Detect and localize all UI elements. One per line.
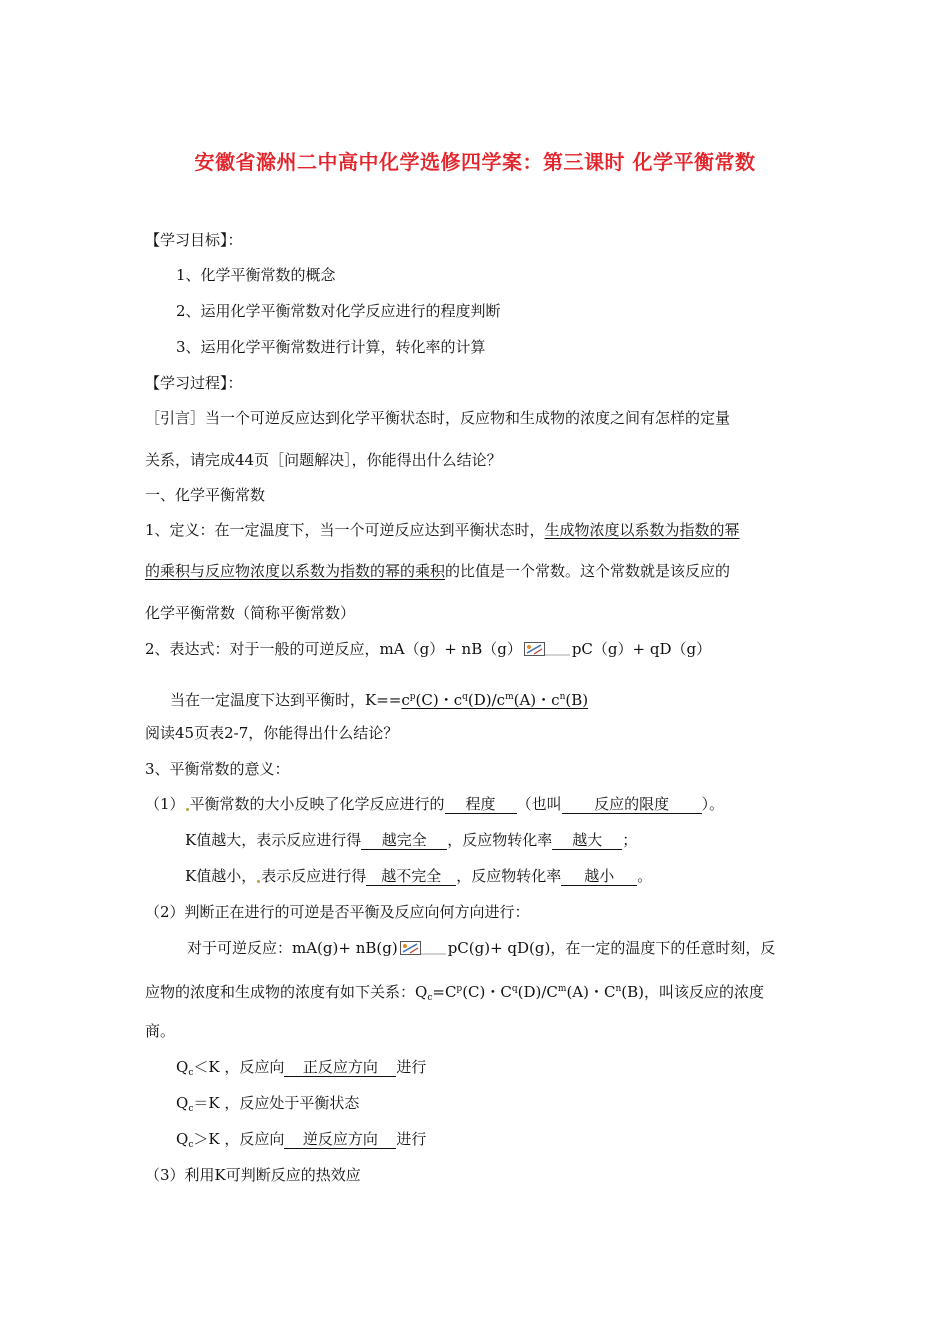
qc-greater-text: ＞K ，反应向 — [193, 1130, 285, 1148]
definition-underline-2: 的乘积与反应物浓度以系数为指数的幂的乘积 — [145, 562, 446, 580]
blank-degree: 程度 — [445, 795, 517, 814]
definition-prefix: 1、定义：在一定温度下，当一个可逆反应达到平衡状态时， — [145, 521, 545, 539]
objective-item-2: 2、运用化学平衡常数对化学反应进行的程度判断 — [176, 302, 501, 320]
meaning-1-number: （1） — [145, 795, 185, 813]
meaning-2-line-1 — [187, 938, 775, 958]
expression-line — [145, 639, 711, 659]
k-big-end: ； — [622, 831, 638, 849]
k-small-text: K值越小， — [185, 867, 257, 885]
mark-dot — [257, 880, 260, 883]
expression-right: pC（g）+ qD（g） — [571, 640, 712, 658]
objective-item-1: 1、化学平衡常数的概念 — [176, 266, 336, 284]
qc-equal-text: ＝K ，反应处于平衡状态 — [193, 1094, 360, 1112]
meaning-2-heading: （2）判断正在进行的可逆是否平衡及反应向何方向进行： — [145, 903, 530, 921]
definition-underline-1: 生成物浓度以系数为指数的幂 — [544, 521, 740, 539]
objective-item-3: 3、运用化学平衡常数进行计算，转化率的计算 — [176, 338, 486, 356]
meaning-2-line-2 — [145, 979, 764, 1008]
blank-more-complete: 越完全 — [361, 831, 447, 850]
mark-dot — [186, 808, 189, 811]
k-big-conversion: ，反应物转化率 — [447, 831, 553, 849]
page-title: 安徽省滁州二中高中化学选修四学案：第三课时 化学平衡常数 — [194, 150, 756, 174]
qc-less-line — [176, 1057, 426, 1083]
process-heading: 【学习过程】： — [145, 374, 243, 392]
reaction-right: pC(g)+ qD(g)，在一定的温度下的任意时刻，反 — [447, 939, 776, 957]
qc-greater-end: 进行 — [396, 1130, 427, 1148]
qc-symbol: $Q_c$ — [176, 1094, 194, 1114]
k-small-line — [185, 866, 652, 886]
meaning-2-line-3: 商。 — [145, 1022, 176, 1040]
qc-less-end: 进行 — [396, 1058, 427, 1076]
k-small-conversion: ，反应物转化率 — [456, 867, 562, 885]
blank-reverse: 逆反应方向 — [284, 1130, 396, 1149]
objectives-heading: 【学习目标】： — [145, 231, 243, 249]
blank-forward: 正反应方向 — [284, 1058, 396, 1077]
blank-limit: 反应的限度 — [562, 795, 702, 814]
qc-symbol: $Q_c$ — [176, 1130, 194, 1150]
qc-greater-line — [176, 1129, 426, 1155]
equilibrium-arrow-icon — [524, 642, 570, 656]
expression-left: 2、表达式：对于一般的可逆反应，mA（g）+ nB（g） — [145, 640, 522, 658]
read-table-line: 阅读45页表2-7，你能得出什么结论？ — [145, 724, 399, 742]
blank-smaller: 越小 — [561, 867, 637, 886]
blank-less-complete: 越不完全 — [366, 867, 456, 886]
definition-suffix: 的比值是一个常数。这个常数就是该反应的 — [445, 562, 731, 580]
k-big-line — [185, 830, 637, 850]
qc-less-text: ＜K ，反应向 — [193, 1058, 285, 1076]
meaning-1-line — [145, 794, 724, 814]
meaning-3-heading: （3）利用K可判断反应的热效应 — [145, 1166, 361, 1184]
definition-line-3: 化学平衡常数（简称平衡常数） — [145, 604, 356, 622]
definition-line-2 — [145, 561, 730, 581]
meaning-1-paren: （也叫 — [516, 795, 562, 813]
meaning-1-text: 平衡常数的大小反映了化学反应进行的 — [189, 795, 445, 813]
relation-text: 应物的浓度和生成物的浓度有如下关系： — [145, 983, 416, 1001]
intro-line-1: ［引言］当一个可逆反应达到化学平衡状态时，反应物和生成物的浓度之间有怎样的定量 — [145, 409, 731, 427]
section1-heading: 一、化学平衡常数 — [145, 486, 266, 504]
k-expression-line — [170, 687, 588, 710]
definition-line-1 — [145, 520, 740, 540]
k-formula: $c^p(C)$・$c^q(D)/c^m(A)$・$c^n(B)$ — [401, 691, 589, 709]
relation-suffix: ，叫该反应的浓度 — [643, 983, 764, 1001]
k-small-end: 。 — [637, 867, 653, 885]
blank-larger: 越大 — [552, 831, 622, 850]
meaning-heading: 3、平衡常数的意义： — [145, 760, 290, 778]
equilibrium-arrow-icon — [400, 941, 446, 955]
qc-equal-line — [176, 1093, 359, 1119]
reaction-left: 对于可逆反应：mA(g)+ nB(g) — [187, 939, 398, 957]
intro-line-2: 关系，请完成44页［问题解决］，你能得出什么结论？ — [145, 451, 502, 469]
qc-formula: $Q_c=C^p(C)$・$C^q(D)/C^m(A)$・$C^n(B)$ — [415, 983, 644, 1003]
qc-symbol: $Q_c$ — [176, 1058, 194, 1078]
k-big-text: K值越大，表示反应进行得 — [185, 831, 362, 849]
k-small-text-2: 表示反应进行得 — [261, 867, 367, 885]
meaning-1-end: ）。 — [701, 795, 725, 813]
k-expression-prefix: 当在一定温度下达到平衡时，K== — [170, 691, 402, 709]
